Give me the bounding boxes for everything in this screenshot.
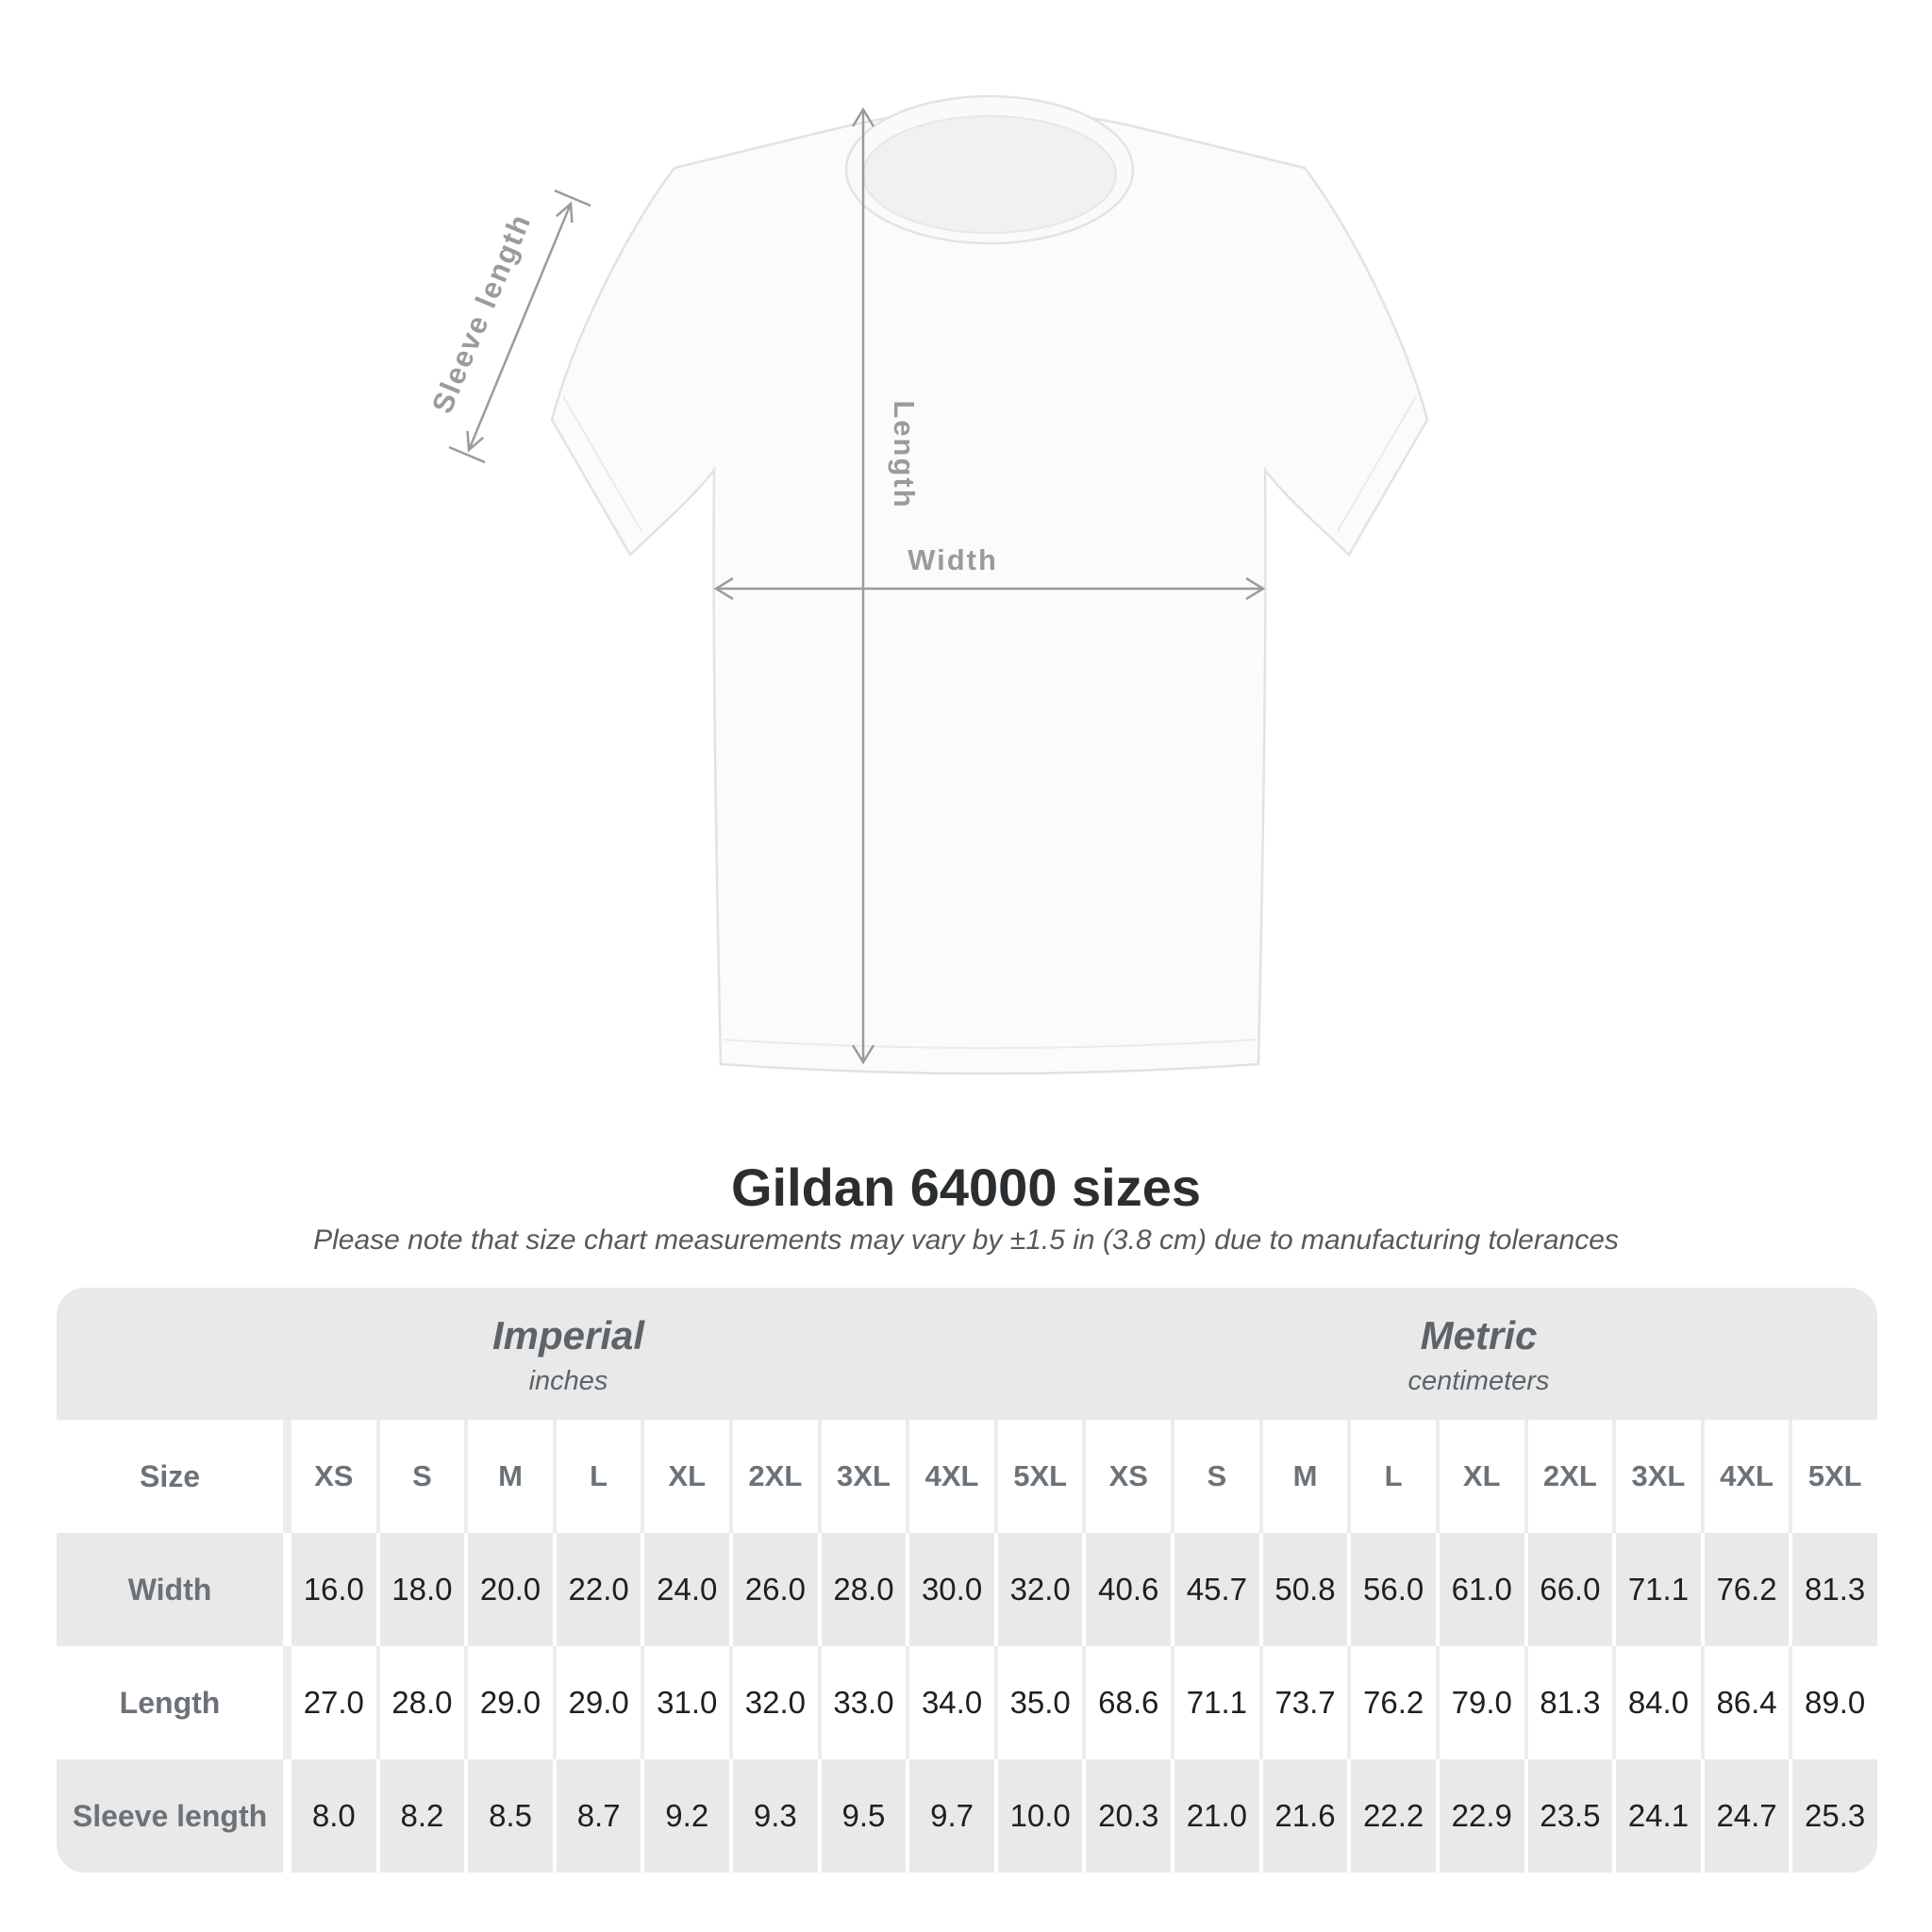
value-cell: 35.0 — [994, 1646, 1083, 1759]
size-header-label: Size — [139, 1458, 201, 1493]
value-cell: 8.5 — [464, 1759, 553, 1873]
size-cell: 2XL — [1524, 1420, 1613, 1533]
value-cell: 9.2 — [641, 1759, 729, 1873]
imperial-title: Imperial — [491, 1313, 645, 1357]
value-cell: 18.0 — [376, 1533, 465, 1646]
size-cell: 2XL — [729, 1420, 818, 1533]
value-cell: 25.3 — [1789, 1759, 1877, 1873]
value-cell: 32.0 — [994, 1533, 1083, 1646]
value-cell: 30.0 — [906, 1533, 994, 1646]
value-cell: 73.7 — [1259, 1646, 1348, 1759]
sleeve-length-label: Sleeve length — [425, 208, 538, 419]
imperial-unit: inches — [528, 1366, 608, 1396]
tolerance-note: Please note that size chart measurements may vary by ±1.5 in (3.8 cm) due to manufacturing tolerances — [313, 1224, 1619, 1256]
page-title: Gildan 64000 sizes — [730, 1158, 1202, 1217]
unit-header-band — [57, 1288, 1877, 1420]
row-label: Length — [119, 1685, 221, 1720]
value-cell: 40.6 — [1082, 1533, 1171, 1646]
value-cell: 61.0 — [1436, 1533, 1524, 1646]
value-cell: 33.0 — [818, 1646, 907, 1759]
size-cell: 3XL — [1612, 1420, 1701, 1533]
table-row — [57, 1533, 1877, 1646]
sleeve-end-tick-bottom — [449, 447, 485, 462]
sleeve-end-tick-top — [555, 191, 591, 206]
value-cell: 76.2 — [1347, 1646, 1436, 1759]
size-cell: 4XL — [906, 1420, 994, 1533]
value-cell: 8.0 — [283, 1759, 376, 1873]
value-cell: 71.1 — [1171, 1646, 1259, 1759]
size-cell: M — [1259, 1420, 1348, 1533]
value-cell: 66.0 — [1524, 1533, 1613, 1646]
size-cell: S — [376, 1420, 465, 1533]
size-cell: L — [1347, 1420, 1436, 1533]
value-cell: 84.0 — [1612, 1646, 1701, 1759]
value-cell: 81.3 — [1789, 1533, 1877, 1646]
size-cell: XL — [641, 1420, 729, 1533]
value-cell: 71.1 — [1612, 1533, 1701, 1646]
value-cell: 8.7 — [553, 1759, 641, 1873]
row-label: Sleeve length — [72, 1798, 268, 1833]
size-cell: XS — [283, 1420, 376, 1533]
size-cell: 4XL — [1701, 1420, 1790, 1533]
value-cell: 76.2 — [1701, 1533, 1790, 1646]
value-cell: 9.3 — [729, 1759, 818, 1873]
value-cell: 89.0 — [1789, 1646, 1877, 1759]
metric-title: Metric — [1420, 1313, 1538, 1357]
length-label: Length — [888, 400, 921, 509]
value-cell: 29.0 — [464, 1646, 553, 1759]
value-cell: 27.0 — [283, 1646, 376, 1759]
collar-opening — [863, 116, 1116, 233]
imperial-header — [57, 1288, 1080, 1420]
value-cell: 21.6 — [1259, 1759, 1348, 1873]
value-cell: 28.0 — [818, 1533, 907, 1646]
value-cell: 34.0 — [906, 1646, 994, 1759]
value-cell: 9.5 — [818, 1759, 907, 1873]
size-header-row — [57, 1420, 1877, 1533]
value-cell: 29.0 — [553, 1646, 641, 1759]
width-label: Width — [908, 543, 998, 576]
value-cell: 68.6 — [1082, 1646, 1171, 1759]
value-cell: 24.7 — [1701, 1759, 1790, 1873]
value-cell: 22.2 — [1347, 1759, 1436, 1873]
value-cell: 24.0 — [641, 1533, 729, 1646]
value-cell: 50.8 — [1259, 1533, 1348, 1646]
value-cell: 22.9 — [1436, 1759, 1524, 1873]
table-row — [57, 1646, 1877, 1759]
value-cell: 24.1 — [1612, 1759, 1701, 1873]
value-cell: 45.7 — [1171, 1533, 1259, 1646]
size-cell: S — [1171, 1420, 1259, 1533]
value-cell: 79.0 — [1436, 1646, 1524, 1759]
value-cell: 20.0 — [464, 1533, 553, 1646]
size-cell: 5XL — [1789, 1420, 1877, 1533]
size-cell: 5XL — [994, 1420, 1083, 1533]
value-cell: 16.0 — [283, 1533, 376, 1646]
value-cell: 8.2 — [376, 1759, 465, 1873]
value-cell: 20.3 — [1082, 1759, 1171, 1873]
value-cell: 32.0 — [729, 1646, 818, 1759]
value-cell: 21.0 — [1171, 1759, 1259, 1873]
row-label: Width — [127, 1572, 212, 1607]
size-cell: XL — [1436, 1420, 1524, 1533]
size-cell: M — [464, 1420, 553, 1533]
size-table — [57, 1288, 1877, 1873]
size-cell: XS — [1082, 1420, 1171, 1533]
table-row — [57, 1759, 1877, 1873]
value-cell: 81.3 — [1524, 1646, 1613, 1759]
tshirt-illustration — [552, 96, 1427, 1074]
value-cell: 56.0 — [1347, 1533, 1436, 1646]
size-cell: 3XL — [818, 1420, 907, 1533]
value-cell: 28.0 — [376, 1646, 465, 1759]
value-cell: 10.0 — [994, 1759, 1083, 1873]
value-cell: 31.0 — [641, 1646, 729, 1759]
metric-unit: centimeters — [1407, 1366, 1550, 1396]
value-cell: 23.5 — [1524, 1759, 1613, 1873]
value-cell: 22.0 — [553, 1533, 641, 1646]
size-cell: L — [553, 1420, 641, 1533]
metric-header — [1080, 1288, 1877, 1420]
value-cell: 9.7 — [906, 1759, 994, 1873]
value-cell: 26.0 — [729, 1533, 818, 1646]
value-cell: 86.4 — [1701, 1646, 1790, 1759]
